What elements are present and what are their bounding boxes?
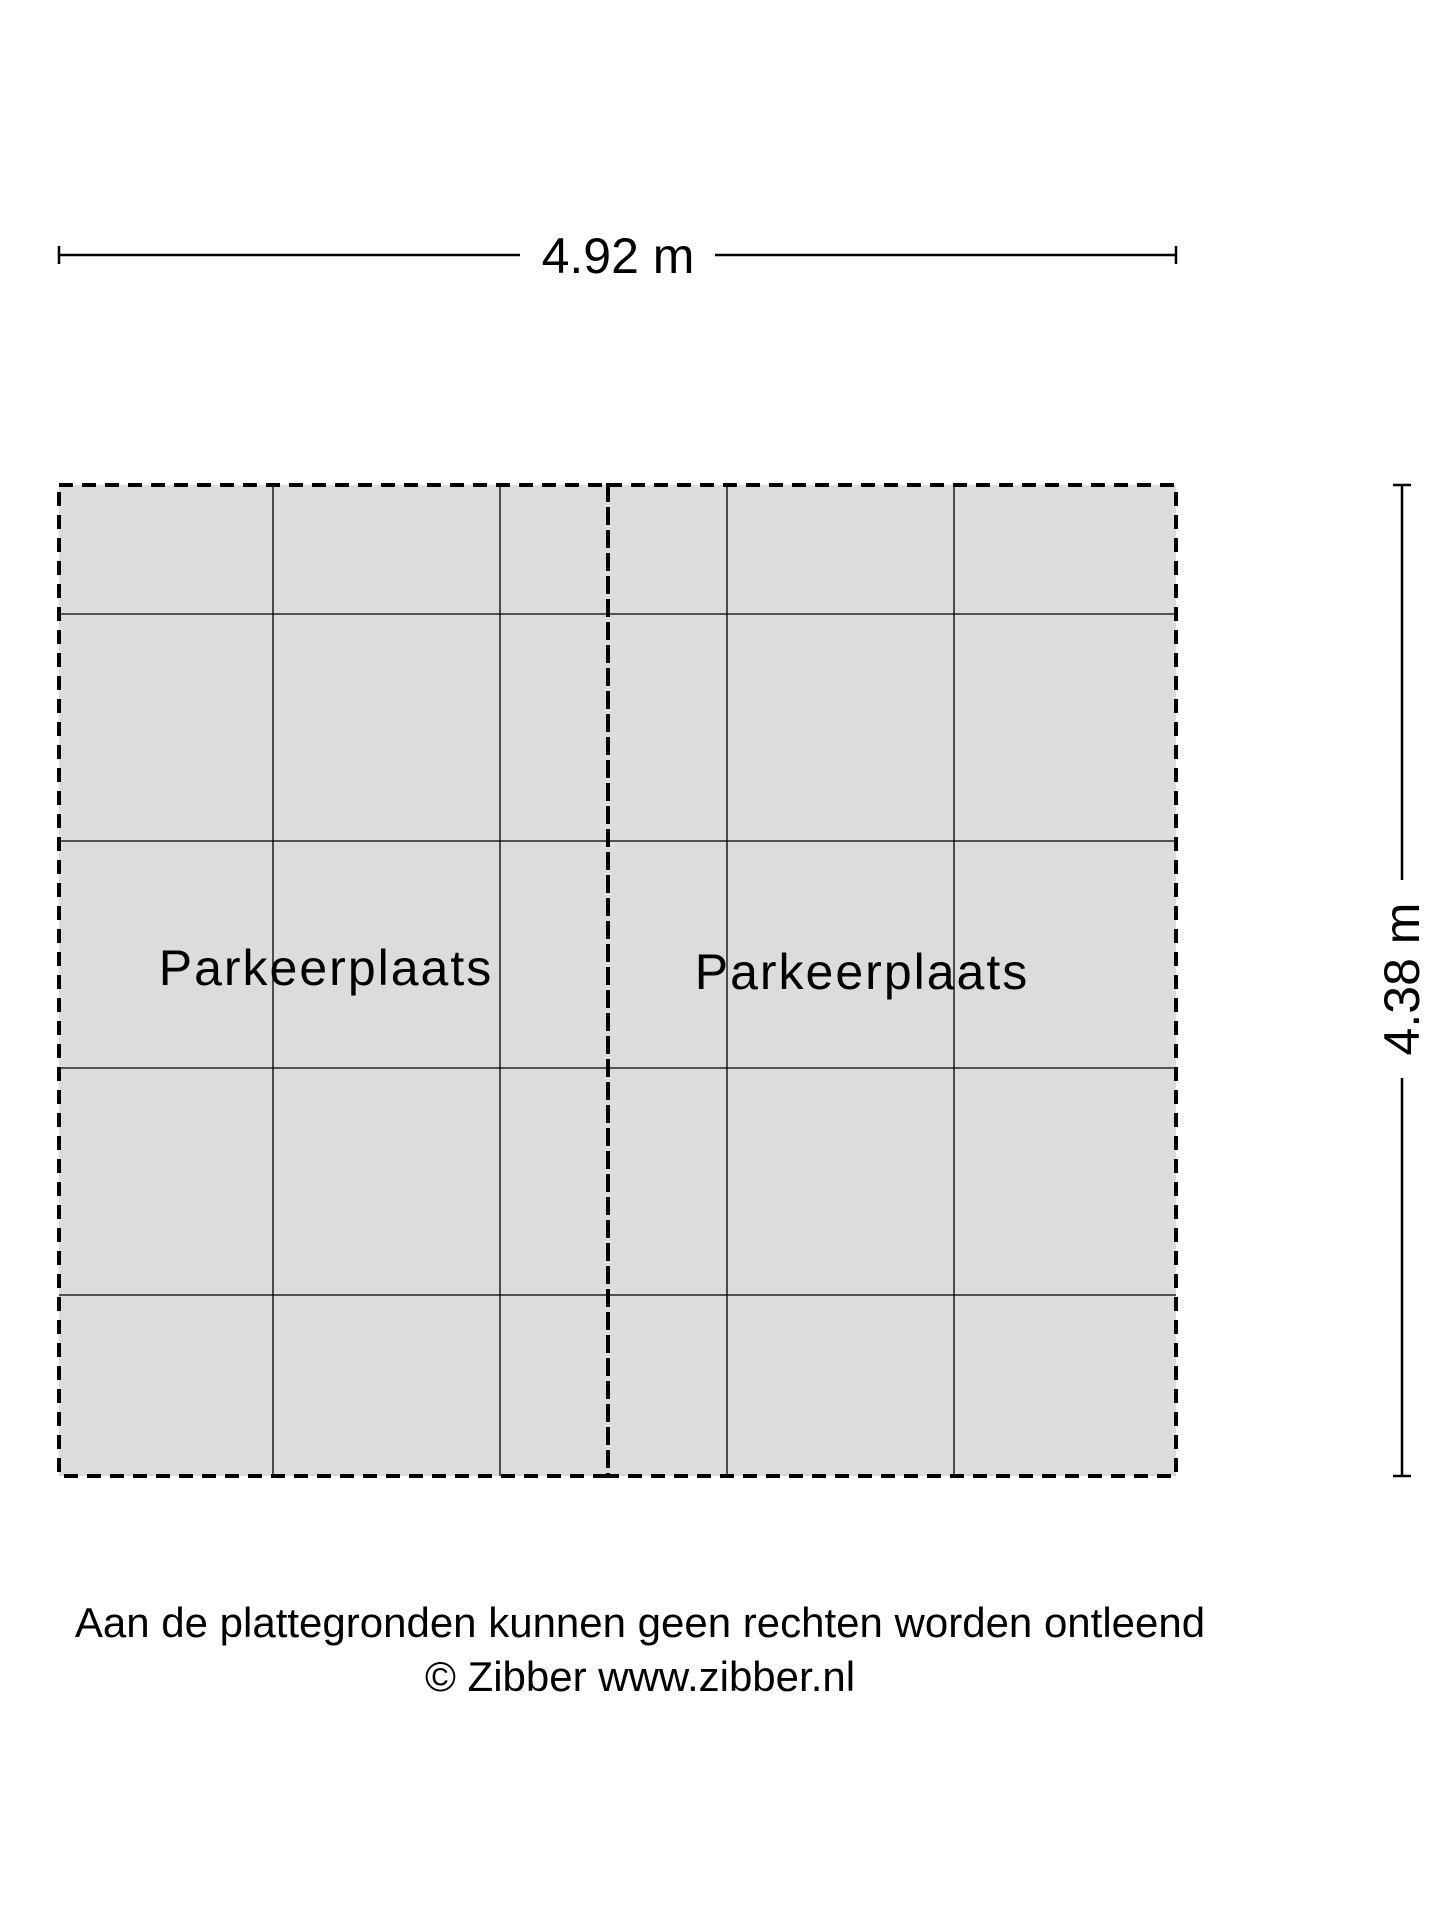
depth-dimension <box>1374 485 1430 1476</box>
copyright-text: © Zibber www.zibber.nl <box>424 1653 856 1700</box>
footer <box>0 1596 1280 1704</box>
width-dimension <box>59 228 1176 284</box>
disclaimer-text: Aan de plattegronden kunnen geen rechten worden ontleend <box>74 1599 1206 1646</box>
room-label-parking-left: Parkeerplaats <box>158 940 494 996</box>
depth-dimension-label: 4.38 m <box>1374 902 1430 1056</box>
width-dimension-label: 4.92 m <box>541 228 695 284</box>
room-label-parking-right: Parkeerplaats <box>694 944 1030 1000</box>
